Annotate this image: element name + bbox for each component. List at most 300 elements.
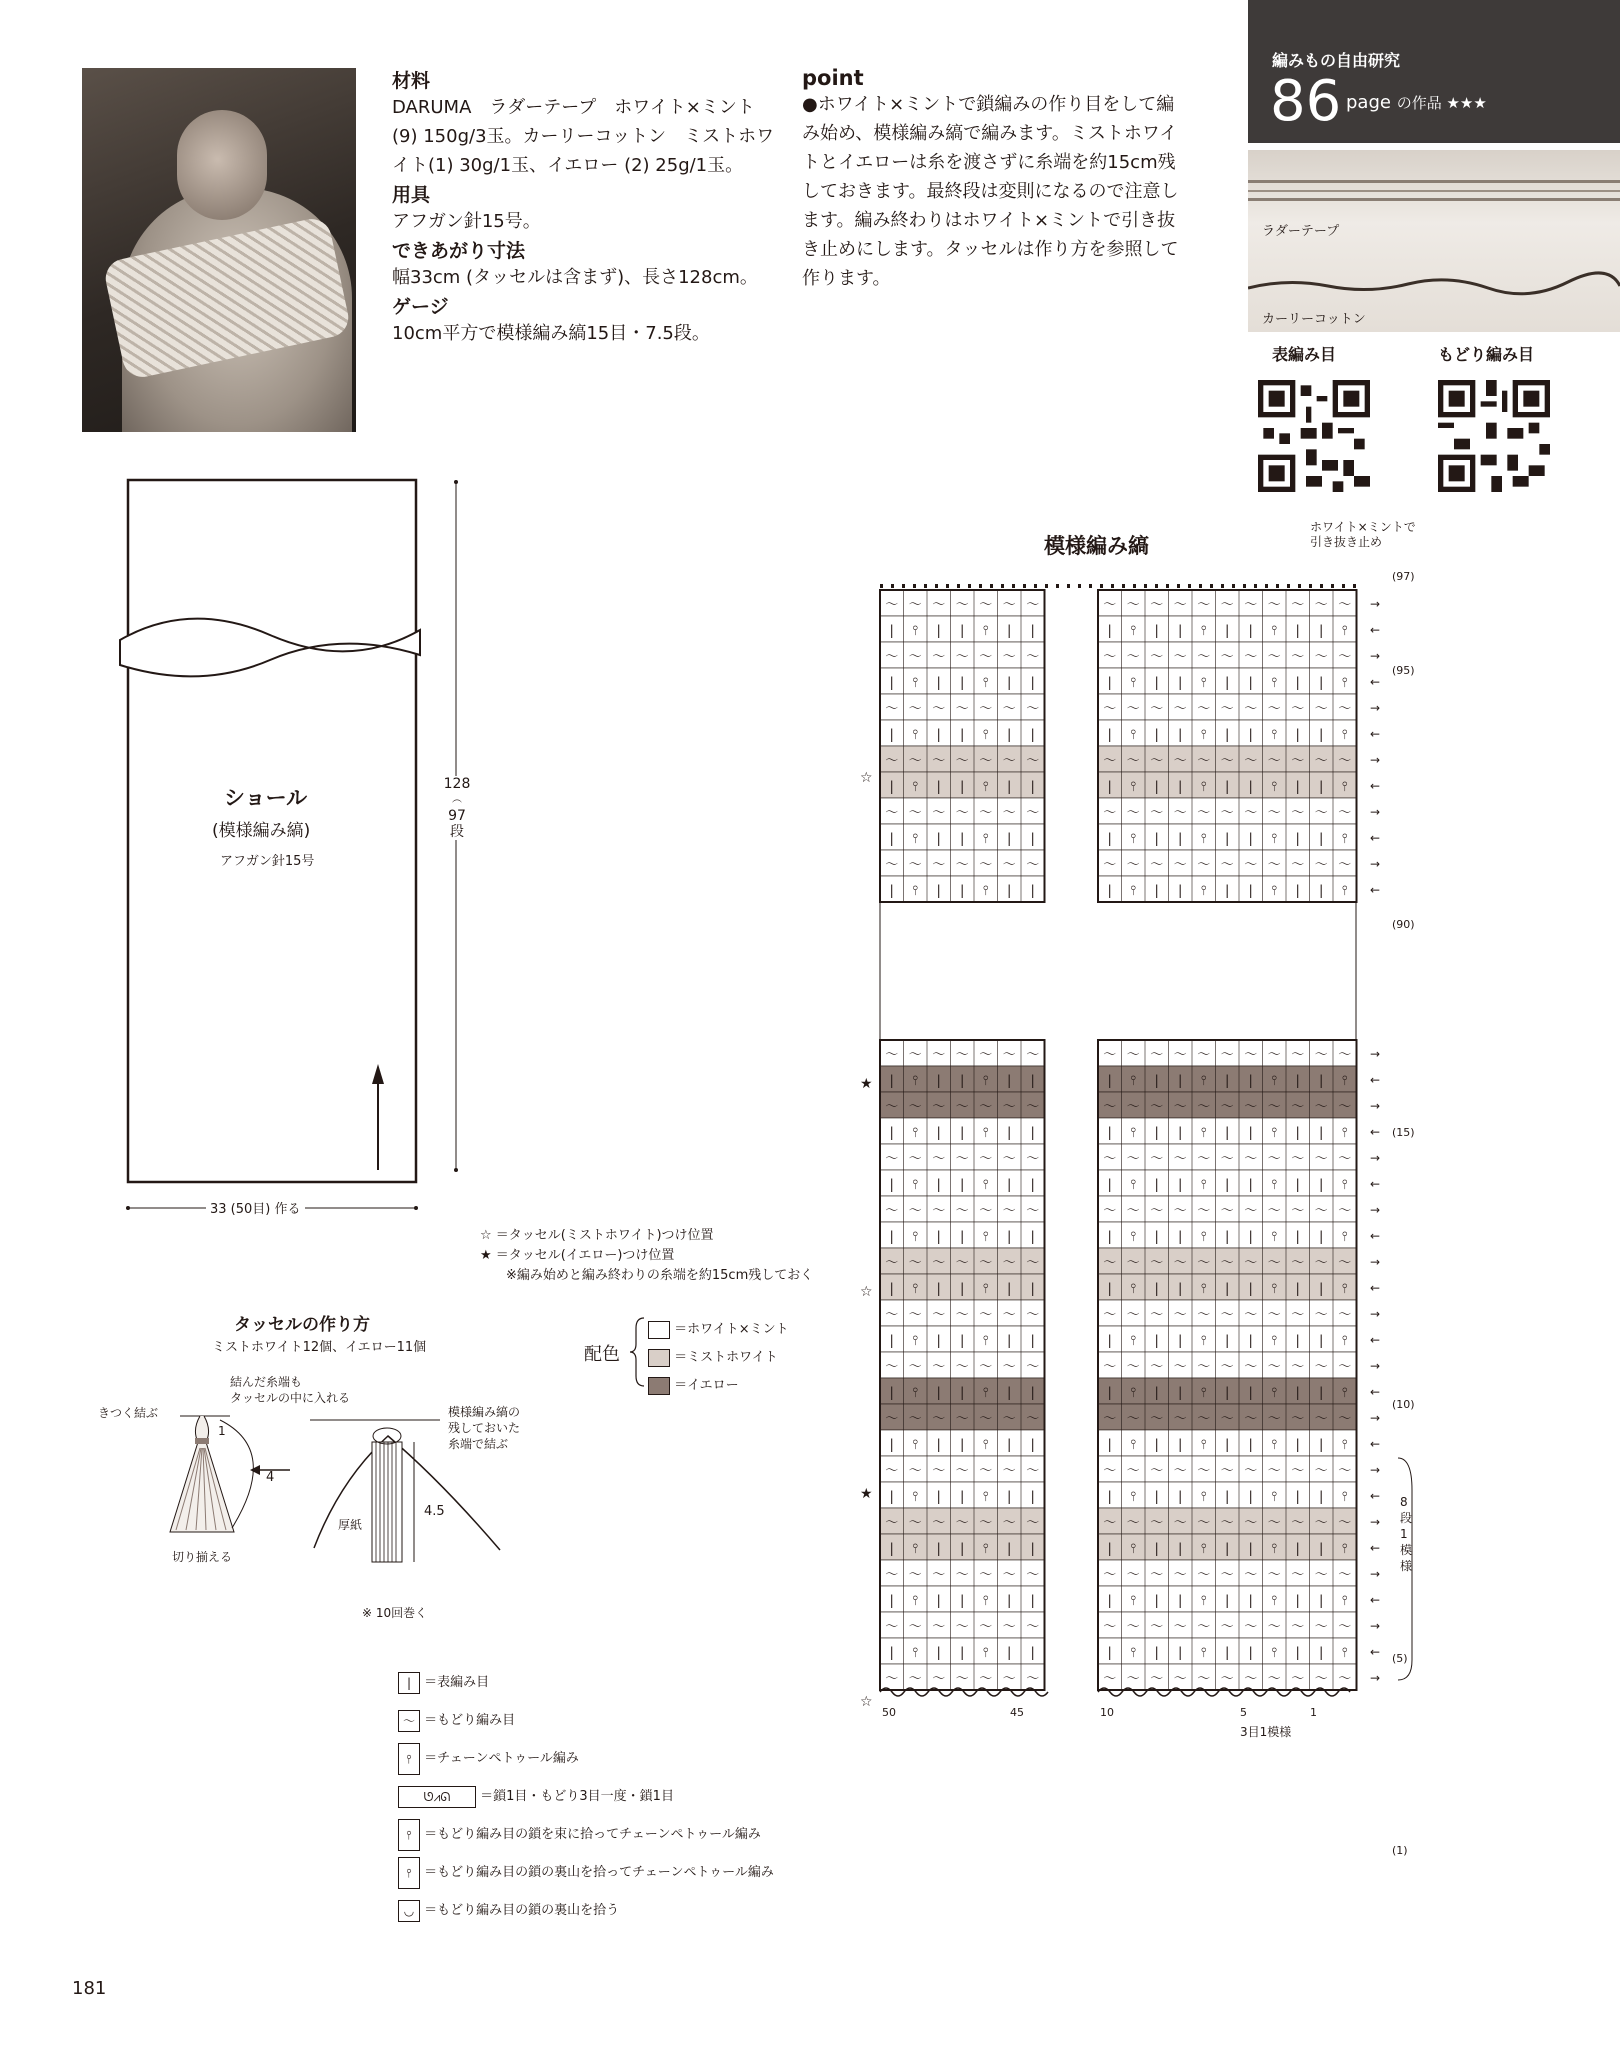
chart-stitch-symbol: 〜 (1103, 1099, 1117, 1115)
swatch-white (648, 1321, 670, 1339)
chart-stitch-symbol: | (1295, 1593, 1300, 1609)
chart-stitch-symbol: ⫯ (1341, 1229, 1348, 1245)
row-direction-arrow: ← (1370, 1073, 1381, 1087)
chart-stitch-symbol: 〜 (1126, 1047, 1140, 1063)
chart-stitch-symbol: | (1154, 1229, 1159, 1245)
tie-line3: 糸端で結ぶ (448, 1437, 509, 1451)
chart-stitch-symbol: | (1295, 1437, 1300, 1453)
chart-stitch-symbol: 〜 (1197, 649, 1211, 665)
chart-stitch-symbol: | (936, 883, 941, 899)
chart-stitch-symbol: | (960, 1385, 965, 1401)
series-badge (1248, 0, 1620, 143)
chart-stitch-symbol: 〜 (1150, 1463, 1164, 1479)
chart-stitch-symbol: 〜 (1267, 1307, 1281, 1323)
chart-stitch-symbol: | (1319, 1333, 1324, 1349)
symbol-return (398, 1702, 774, 1740)
chart-stitch-symbol: 〜 (1150, 1255, 1164, 1271)
chart-stitch-symbol: | (1248, 883, 1253, 899)
model-head (177, 110, 267, 220)
chart-stitch-symbol: | (1225, 1645, 1230, 1661)
page-number: 181 (72, 1978, 107, 1999)
chart-stitch-symbol: 〜 (979, 1099, 993, 1115)
chart-stitch-symbol: 〜 (932, 649, 946, 665)
chart-stitch-symbol: 〜 (1267, 857, 1281, 873)
chart-stitch-symbol: | (1319, 1593, 1324, 1609)
chart-stitch-symbol: 〜 (1220, 753, 1234, 769)
chart-stitch-symbol: | (1248, 831, 1253, 847)
chart-stitch-symbol: 〜 (1150, 1151, 1164, 1167)
chart-stitch-symbol: | (1295, 779, 1300, 795)
chart-stitch-symbol: 〜 (1026, 805, 1040, 821)
chart-stitch-symbol: | (1225, 1229, 1230, 1245)
chart-stitch-symbol: | (1319, 727, 1324, 743)
chart-stitch-symbol: 〜 (1197, 1463, 1211, 1479)
chart-stitch-symbol: 〜 (1244, 1151, 1258, 1167)
chart-stitch-symbol: 〜 (1126, 1671, 1140, 1687)
chart-stitch-symbol: 〜 (955, 805, 969, 821)
chart-stitch-symbol: 〜 (1291, 1359, 1305, 1375)
chart-stitch-symbol: 〜 (1220, 1411, 1234, 1427)
chart-stitch-symbol: ⫯ (982, 883, 989, 899)
chart-stitch-symbol: | (1248, 1593, 1253, 1609)
chart-stitch-symbol: | (1248, 779, 1253, 795)
row-number-label: (1) (1392, 1844, 1408, 1857)
chart-stitch-symbol: 〜 (1267, 649, 1281, 665)
tie-line2: 残しておいた (448, 1421, 521, 1435)
chart-stitch-symbol: | (1248, 1437, 1253, 1453)
chart-stitch-symbol: 〜 (1150, 857, 1164, 873)
chart-stitch-symbol: 〜 (1338, 1671, 1352, 1687)
chart-stitch-symbol: 〜 (979, 753, 993, 769)
chart-stitch-symbol: 〜 (1220, 1203, 1234, 1219)
chart-stitch-symbol: 〜 (885, 1099, 899, 1115)
chart-stitch-symbol: 〜 (1150, 1203, 1164, 1219)
chart-stitch-symbol: ⫯ (982, 1229, 989, 1245)
chart-stitch-symbol: | (1030, 779, 1035, 795)
chart-stitch-symbol: | (1295, 675, 1300, 691)
materials-text: DARUMA ラダーテープ ホワイト×ミント(9) 150g/3玉。カーリーコットン ミストホワイト(1) 30g/1玉、イエロー (2) 25g/1玉。 (392, 97, 775, 176)
chart-stitch-symbol: 〜 (932, 1307, 946, 1323)
page-word: page (1346, 92, 1391, 113)
chart-stitch-symbol: 〜 (1314, 1567, 1328, 1583)
chart-stitch-symbol: ⫯ (982, 1333, 989, 1349)
chart-stitch-symbol: 〜 (1150, 805, 1164, 821)
chart-stitch-symbol: | (1225, 727, 1230, 743)
chart-stitch-symbol: 〜 (1002, 1567, 1016, 1583)
chart-stitch-symbol: 〜 (908, 701, 922, 717)
chart-stitch-symbol: | (1030, 1073, 1035, 1089)
chart-stitch-symbol: | (1030, 1333, 1035, 1349)
chart-stitch-symbol: ⫯ (1271, 1593, 1278, 1609)
chart-stitch-symbol: 〜 (1244, 1255, 1258, 1271)
row-number-label: (97) (1392, 570, 1415, 583)
chart-stitch-symbol: 〜 (1002, 857, 1016, 873)
chart-end-note (1310, 520, 1416, 550)
chart-stitch-symbol: 〜 (1173, 1463, 1187, 1479)
chart-stitch-symbol: 〜 (955, 1463, 969, 1479)
chart-stitch-symbol: 〜 (1002, 1463, 1016, 1479)
chart-stitch-symbol: 〜 (1103, 1567, 1117, 1583)
column-number-label: 5 (1240, 1706, 1247, 1719)
chart-stitch-symbol: ⫯ (1271, 1125, 1278, 1141)
chart-stitch-symbol: | (960, 1229, 965, 1245)
row-direction-arrow: ← (1370, 1125, 1381, 1139)
chart-stitch-symbol: ⫯ (912, 727, 919, 743)
chart-stitch-symbol: | (960, 727, 965, 743)
chart-stitch-symbol: | (1248, 1229, 1253, 1245)
chart-stitch-symbol: ⫯ (912, 1437, 919, 1453)
chart-stitch-symbol: 〜 (979, 1619, 993, 1635)
chart-stitch-symbol: | (1030, 1281, 1035, 1297)
swatch-mist (648, 1349, 670, 1367)
chart-stitch-symbol: | (1007, 1593, 1012, 1609)
chart-stitch-symbol: 〜 (1026, 857, 1040, 873)
chart-stitch-symbol: 〜 (1173, 1099, 1187, 1115)
chart-stitch-symbol: | (1107, 1437, 1112, 1453)
qr-label-return: もどり編み目 (1438, 345, 1535, 364)
chart-stitch-symbol: | (1248, 1125, 1253, 1141)
chart-stitch-symbol: 〜 (1150, 597, 1164, 613)
chart-stitch-symbol: 〜 (885, 1567, 899, 1583)
color-label-mist: ＝ミストホワイト (674, 1350, 778, 1365)
chart-stitch-symbol: ⫯ (982, 1541, 989, 1557)
chart-stitch-symbol: | (1319, 675, 1324, 691)
chart-stitch-symbol: ⫯ (1200, 1437, 1207, 1453)
chart-stitch-symbol: | (1225, 883, 1230, 899)
chart-stitch-symbol: 〜 (1244, 1307, 1258, 1323)
chart-stitch-symbol: ⫯ (1341, 1125, 1348, 1141)
chart-stitch-symbol: ⫯ (912, 1645, 919, 1661)
row-direction-arrow: → (1370, 753, 1381, 767)
chart-stitch-symbol: ⫯ (1271, 1229, 1278, 1245)
chart-stitch-symbol: 〜 (932, 1359, 946, 1375)
chart-stitch-symbol: 〜 (1150, 1515, 1164, 1531)
chart-stitch-symbol: 〜 (1267, 1463, 1281, 1479)
chart-stitch-symbol: 〜 (1002, 597, 1016, 613)
chart-stitch-symbol: | (1178, 1281, 1183, 1297)
symbol-label-petour-bundle: ＝もどり編み目の鎖を束に拾ってチェーンペトゥール編み (424, 1827, 761, 1842)
chart-stitch-symbol: ⫯ (912, 1229, 919, 1245)
chart-stitch-symbol: 〜 (1126, 857, 1140, 873)
chart-stitch-symbol: 〜 (885, 753, 899, 769)
tassel-dim-4: 4 (266, 1470, 275, 1485)
chart-stitch-symbol: | (1007, 623, 1012, 639)
chart-stitch-symbol: | (1107, 1593, 1112, 1609)
chart-stitch-symbol: 〜 (979, 805, 993, 821)
chart-stitch-symbol: 〜 (1126, 1255, 1140, 1271)
chart-stitch-symbol: ⫯ (1341, 1593, 1348, 1609)
chart-stitch-symbol: ⫯ (1341, 1073, 1348, 1089)
tassel-wind: ※ 10回巻く (362, 1606, 428, 1620)
chart-stitch-symbol: 〜 (1002, 753, 1016, 769)
chart-stitch-symbol: ⫯ (912, 883, 919, 899)
chart-stitch-symbol: 〜 (979, 701, 993, 717)
chart-stitch-symbol: 〜 (1026, 1671, 1040, 1687)
row-direction-arrow: ← (1370, 623, 1381, 637)
chart-stitch-symbol: ⫯ (1130, 1333, 1137, 1349)
chart-stitch-symbol: ⫯ (1200, 1541, 1207, 1557)
chart-stitch-symbol: ⫯ (1271, 883, 1278, 899)
chart-stitch-symbol: 〜 (1267, 1567, 1281, 1583)
chart-stitch-symbol: | (1225, 1333, 1230, 1349)
chart-stitch-symbol: 〜 (1220, 1515, 1234, 1531)
chart-stitch-symbol: 〜 (1267, 1671, 1281, 1687)
chart-stitch-symbol: 〜 (1338, 1047, 1352, 1063)
chart-stitch-symbol: 〜 (1244, 1671, 1258, 1687)
chart-stitch-symbol: 〜 (1197, 1515, 1211, 1531)
chart-stitch-symbol: | (889, 1281, 894, 1297)
chart-stitch-symbol: 〜 (932, 1255, 946, 1271)
row-direction-arrow: → (1370, 649, 1381, 663)
chart-stitch-symbol: ⫯ (1271, 1489, 1278, 1505)
chart-stitch-symbol: 〜 (1291, 1307, 1305, 1323)
chart-stitch-symbol: 〜 (1267, 1255, 1281, 1271)
row-direction-arrow: ← (1370, 1437, 1381, 1451)
chart-stitch-symbol: ⫯ (1200, 1073, 1207, 1089)
chart-stitch-symbol: ⫯ (1200, 1125, 1207, 1141)
chart-stitch-symbol: 〜 (1338, 1099, 1352, 1115)
chart-stitch-symbol: 〜 (1267, 597, 1281, 613)
chart-stitch-symbol: 〜 (1126, 1567, 1140, 1583)
row-direction-arrow: ← (1370, 675, 1381, 689)
chart-stitch-symbol: 〜 (1173, 1359, 1187, 1375)
chart-stitch-symbol: 〜 (1026, 1099, 1040, 1115)
chart-stitch-symbol: 〜 (1338, 1515, 1352, 1531)
chart-stitch-symbol: 〜 (979, 1463, 993, 1479)
symbol-label-pickup: ＝もどり編み目の鎖の裏山を拾う (424, 1903, 620, 1918)
chart-stitch-symbol: 〜 (1026, 1411, 1040, 1427)
petour-bundle-icon: ⫯ (398, 1819, 420, 1851)
chart-stitch-symbol: ⫯ (982, 1593, 989, 1609)
chart-stitch-symbol: | (936, 675, 941, 691)
chart-stitch-symbol: 〜 (955, 857, 969, 873)
chart-stitch-symbol: 〜 (1314, 1203, 1328, 1219)
chart-stitch-symbol: 〜 (932, 1463, 946, 1479)
qr-code-return[interactable] (1438, 380, 1550, 492)
chart-stitch-symbol: 〜 (1026, 1567, 1040, 1583)
chart-stitch-symbol: 〜 (1338, 1203, 1352, 1219)
chart-stitch-symbol: 〜 (908, 1307, 922, 1323)
row-number-label: (5) (1392, 1652, 1408, 1665)
chart-stitch-symbol: | (1007, 1437, 1012, 1453)
tassel-note-yellow: ★ ＝タッセル(イエロー)つけ位置 (480, 1248, 675, 1263)
chart-stitch-symbol: 〜 (1314, 1619, 1328, 1635)
chart-stitch-symbol: 〜 (1338, 701, 1352, 717)
rows-value: 97 (448, 808, 466, 824)
tools-text: アフガン針15号。 (392, 211, 541, 232)
chart-stitch-symbol: 〜 (979, 1203, 993, 1219)
chart-stitch-symbol: 〜 (1267, 1411, 1281, 1427)
row-direction-arrow: → (1370, 1567, 1381, 1581)
chart-stitch-symbol: ⫯ (982, 1489, 989, 1505)
chart-stitch-symbol: 〜 (1267, 1359, 1281, 1375)
chart-stitch-symbol: | (1178, 1385, 1183, 1401)
chart-stitch-symbol: 〜 (1338, 857, 1352, 873)
chart-stitch-symbol: 〜 (1291, 1151, 1305, 1167)
chart-stitch-symbol: | (1225, 779, 1230, 795)
row-direction-arrow: ← (1370, 779, 1381, 793)
chart-stitch-symbol: 〜 (1103, 857, 1117, 873)
chart-stitch-symbol: ⫯ (1271, 1177, 1278, 1193)
chart-stitch-symbol: 〜 (1338, 1255, 1352, 1271)
chart-stitch-symbol: | (889, 1333, 894, 1349)
chart-stitch-symbol: | (1248, 727, 1253, 743)
chart-stitch-symbol: 〜 (1220, 1047, 1234, 1063)
series-title: 編みもの自由研究 (1272, 51, 1401, 70)
chart-stitch-symbol: | (1007, 1385, 1012, 1401)
chart-stitch-symbol: 〜 (1291, 1203, 1305, 1219)
chart-stitch-symbol: 〜 (1150, 1619, 1164, 1635)
chart-stitch-symbol: 〜 (1126, 1151, 1140, 1167)
chart-stitch-symbol: | (936, 1541, 941, 1557)
chart-stitch-symbol: | (1319, 1177, 1324, 1193)
chart-stitch-symbol: 〜 (1291, 1671, 1305, 1687)
chart-stitch-symbol: | (1248, 1645, 1253, 1661)
chart-stitch-symbol: 〜 (1173, 1671, 1187, 1687)
chart-stitch-symbol: ⫯ (1271, 1645, 1278, 1661)
chart-stitch-symbol: | (1007, 779, 1012, 795)
chart-stitch-symbol: 〜 (908, 649, 922, 665)
chart-stitch-symbol: 〜 (932, 1619, 946, 1635)
chart-stitch-symbol: 〜 (932, 597, 946, 613)
chart-stitch-symbol: 〜 (1002, 1099, 1016, 1115)
symbol-pickup (398, 1892, 774, 1930)
chart-stitch-symbol: 〜 (955, 1567, 969, 1583)
chart-stitch-symbol: 〜 (1103, 1047, 1117, 1063)
chart-stitch-symbol: | (1319, 1073, 1324, 1089)
chart-stitch-symbol: 〜 (1026, 649, 1040, 665)
symbol-petour-back (398, 1854, 774, 1892)
symbol-knit (398, 1664, 774, 1702)
chart-stitch-symbol: | (960, 1593, 965, 1609)
chart-stitch-symbol: 〜 (1338, 1151, 1352, 1167)
symbol-label-petour-back: ＝もどり編み目の鎖の裏山を拾ってチェーンペトゥール編み (424, 1865, 774, 1880)
page-ref-number: 86 (1270, 69, 1342, 134)
chart-stitch-symbol: ⫯ (982, 831, 989, 847)
chart-stitch-symbol: | (960, 1645, 965, 1661)
chart-stitch-symbol: 〜 (1150, 1359, 1164, 1375)
chart-stitch-symbol: 〜 (1002, 1307, 1016, 1323)
chart-stitch-symbol: 〜 (1220, 1307, 1234, 1323)
chart-stitch-symbol: ⫯ (1271, 675, 1278, 691)
chart-stitch-symbol: 〜 (1244, 1463, 1258, 1479)
chart-stitch-symbol: | (1154, 1541, 1159, 1557)
chart-stitch-symbol: 〜 (885, 1203, 899, 1219)
chart-stitch-symbol: | (936, 1645, 941, 1661)
tassel-diagram (140, 1400, 520, 1600)
chart-stitch-symbol: | (1295, 623, 1300, 639)
chart-stitch-symbol: | (1007, 675, 1012, 691)
chart-stitch-symbol: 〜 (955, 1411, 969, 1427)
chart-stitch-symbol: | (1107, 1541, 1112, 1557)
chart-stitch-symbol: 〜 (932, 1047, 946, 1063)
chart-stitch-symbol: | (889, 831, 894, 847)
chart-stitch-symbol: ⫯ (1200, 1333, 1207, 1349)
tassel-trim: 切り揃える (172, 1550, 233, 1564)
chart-stitch-symbol: 〜 (1220, 1671, 1234, 1687)
chart-stitch-symbol: 〜 (1244, 753, 1258, 769)
gauge-heading: ゲージ (392, 296, 449, 318)
chart-stitch-symbol: | (1007, 1281, 1012, 1297)
chart-stitch-symbol: ⫯ (912, 831, 919, 847)
chart-stitch-symbol: | (1295, 883, 1300, 899)
qr-code-knit[interactable] (1258, 380, 1370, 492)
color-item-mist (648, 1344, 789, 1372)
chart-stitch-symbol: 〜 (1173, 597, 1187, 613)
tassel-title: タッセルの作り方 (234, 1315, 370, 1335)
chart-stitch-symbol: ⫯ (1130, 1177, 1137, 1193)
chart-stitch-symbol: 〜 (908, 1515, 922, 1531)
chart-stitch-symbol: ⫯ (1341, 675, 1348, 691)
chart-stitch-symbol: | (1154, 1125, 1159, 1141)
work-label: の作品 ★★★ (1396, 94, 1487, 112)
chart-stitch-symbol: 〜 (979, 1515, 993, 1531)
chart-stitch-symbol: 〜 (1220, 805, 1234, 821)
chart-stitch-symbol: | (1295, 1489, 1300, 1505)
chart-stitch-symbol: 〜 (1103, 597, 1117, 613)
row-direction-arrow: ← (1370, 883, 1381, 897)
chart-stitch-symbol: 〜 (1002, 649, 1016, 665)
row-direction-arrow: → (1370, 1619, 1381, 1633)
chart-stitch-symbol: 〜 (1338, 1307, 1352, 1323)
size-text: 幅33cm (タッセルは含まず)、長さ128cm。 (392, 267, 758, 288)
chart-stitch-symbol: | (1295, 1385, 1300, 1401)
chart-stitch-symbol: 〜 (1103, 1411, 1117, 1427)
chart-stitch-symbol: 〜 (885, 1619, 899, 1635)
chart-stitch-symbol: 〜 (1267, 1099, 1281, 1115)
chart-stitch-symbol: | (1030, 1541, 1035, 1557)
chart-stitch-symbol: 〜 (908, 1099, 922, 1115)
chart-stitch-symbol: | (1154, 883, 1159, 899)
cluster-icon: ᘎ⩘ᘏ (398, 1786, 476, 1808)
chart-stitch-symbol: | (1178, 1125, 1183, 1141)
chart-stitch-symbol: 〜 (885, 1515, 899, 1531)
chart-stitch-symbol: | (1154, 1489, 1159, 1505)
chart-stitch-symbol: ⫯ (1130, 883, 1137, 899)
chart-stitch-symbol: | (936, 623, 941, 639)
chart-stitch-symbol: 〜 (955, 1255, 969, 1271)
chart-stitch-symbol: 〜 (1244, 1411, 1258, 1427)
chart-stitch-symbol: 〜 (885, 857, 899, 873)
gauge-text: 10cm平方で模様編み縞15目・7.5段。 (392, 323, 710, 344)
chart-stitch-symbol: | (889, 1593, 894, 1609)
chain-petour-icon: ⫯ (398, 1743, 420, 1775)
chart-stitch-symbol: 〜 (1338, 1411, 1352, 1427)
chart-stitch-symbol: ⫯ (912, 1281, 919, 1297)
color-legend-brace (628, 1316, 648, 1388)
chart-stitch-symbol: | (1319, 1437, 1324, 1453)
color-label-yellow: ＝イエロー (674, 1378, 739, 1393)
chart-stitch-symbol: 〜 (1002, 1203, 1016, 1219)
chart-stitch-symbol: 〜 (1244, 805, 1258, 821)
chart-stitch-symbol: 〜 (1103, 1307, 1117, 1323)
chart-stitch-symbol: ⫯ (912, 1177, 919, 1193)
rows-unit: 段 (450, 824, 464, 840)
row-direction-arrow: → (1370, 1671, 1381, 1685)
chart-stitch-symbol: 〜 (1314, 1463, 1328, 1479)
color-legend-heading: 配色 (584, 1344, 620, 1365)
chart-stitch-symbol: ⫯ (1130, 779, 1137, 795)
chart-stitch-symbol: 〜 (908, 1359, 922, 1375)
chart-stitch-symbol: | (936, 779, 941, 795)
tassel-note-white: ☆ ＝タッセル(ミストホワイト)つけ位置 (480, 1228, 714, 1243)
chart-stitch-symbol: ⫯ (1341, 623, 1348, 639)
chart-stitch-symbol: 〜 (1314, 1307, 1328, 1323)
chart-stitch-symbol: | (1107, 1489, 1112, 1505)
chart-stitch-symbol: 〜 (908, 1203, 922, 1219)
chart-stitch-symbol: 〜 (1103, 1255, 1117, 1271)
chart-stitch-symbol: | (1319, 779, 1324, 795)
